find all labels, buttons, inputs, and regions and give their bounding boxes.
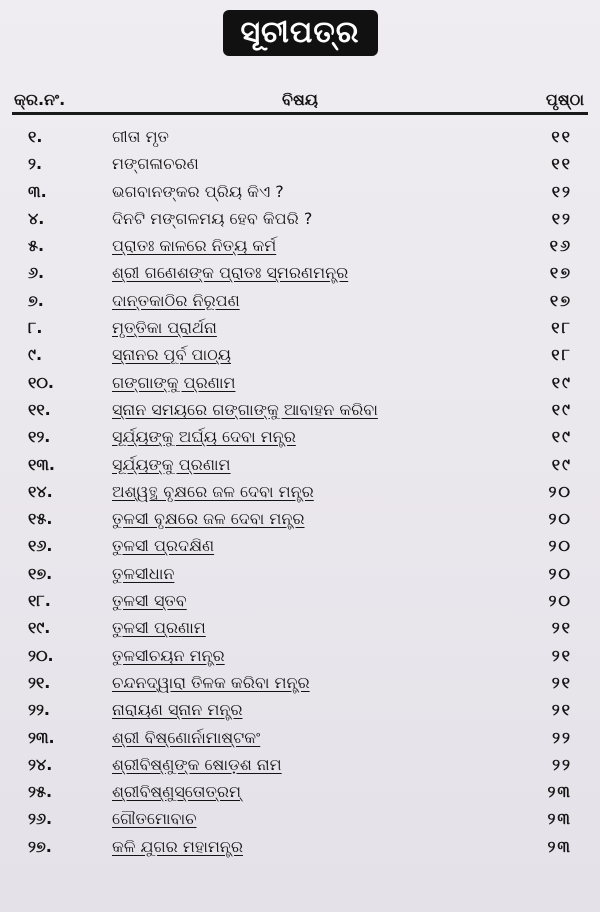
entry-subject: ସ୍ନାନ ସମୟରେ ଗଙ୍ଗାଙ୍କୁ ଆବାହନ କରିବା (112, 399, 378, 419)
list-item (0, 396, 600, 423)
list-item (0, 150, 600, 177)
entry-number: ୧୪. (28, 481, 53, 501)
entry-number: ୮. (28, 318, 43, 338)
entry-subject: ଭଗବାନଙ୍କର ପ୍ରିୟ କିଏ ? (112, 181, 284, 201)
entry-page: ୨୧ (551, 618, 572, 638)
entry-subject: ଗୀତା ମୃତ (112, 127, 169, 146)
entry-subject: ମୃତ୍ତିକା ପ୍ରାର୍ଥନା (112, 318, 217, 338)
list-item (0, 505, 600, 532)
entry-subject: ଦିନଟି ମଙ୍ଗଳମୟ ହେବ କିପରି ? (112, 208, 313, 228)
list-item (0, 805, 600, 832)
entry-subject: ଗଙ୍ଗାଙ୍କୁ ପ୍ରଣାମ (112, 372, 236, 392)
list-item (0, 560, 600, 587)
entry-subject: ତୁଳସୀଚୟନ ମନ୍ତ୍ର (112, 645, 225, 665)
entry-page: ୧୯ (551, 454, 572, 474)
entry-subject: ତୁଳସୀ ବୃକ୍ଷରେ ଜଳ ଦେବା ମନ୍ତ୍ର (112, 509, 305, 529)
entry-subject: ଗୌତମୋବାଚ (112, 809, 197, 829)
list-item (0, 587, 600, 614)
list-item (0, 614, 600, 641)
header-number: କ୍ର.ନଂ. (14, 90, 66, 109)
entry-page: ୧୧ (551, 127, 572, 146)
entry-page: ୨୦ (548, 536, 572, 556)
entry-page: ୨୩ (547, 836, 572, 856)
entry-page: ୧୭ (549, 290, 572, 310)
table-header (10, 84, 590, 114)
entry-number: ୯. (28, 345, 43, 365)
entry-number: ୨୨. (28, 700, 51, 720)
entry-number: ୧୭. (28, 563, 53, 583)
entry-subject: କଳି ଯୁଗର ମହାମନ୍ତ୍ର (112, 836, 243, 856)
entry-number: ୧୨. (28, 427, 51, 447)
list-item (0, 205, 600, 232)
entry-number: ୨୫. (28, 782, 53, 802)
entry-page: ୨୩ (547, 782, 572, 802)
list-item (0, 369, 600, 396)
entry-number: ୧୧. (28, 399, 51, 419)
entry-subject: ସୂର୍ଯ୍ୟଙ୍କୁ ଅର୍ଘ୍ୟ ଦେବା ମନ୍ତ୍ର (112, 427, 296, 447)
header-divider (12, 112, 588, 115)
entry-page: ୨୨ (552, 754, 572, 774)
entry-page: ୧୯ (551, 399, 572, 419)
entry-number: ୨୧. (28, 672, 51, 692)
entry-number: ୫. (28, 236, 45, 256)
page-title: ସୂଚୀପତ୍ର (223, 10, 378, 56)
entry-number: ୨୪. (28, 754, 53, 774)
list-item (0, 642, 600, 669)
entry-subject: ମଙ୍ଗଳାଚରଣ (112, 154, 199, 174)
entry-number: ୧. (28, 127, 43, 146)
entry-page: ୨୧ (551, 645, 572, 665)
entry-number: ୧୮. (28, 591, 51, 611)
entry-page: ୧୮ (551, 318, 572, 338)
entry-page: ୧୯ (551, 427, 572, 447)
list-item (0, 669, 600, 696)
list-item (0, 696, 600, 723)
list-item (0, 778, 600, 805)
entry-number: ୧୩. (28, 454, 55, 474)
entry-subject: ଶ୍ରୀବିଷ୍ଣୁସ୍ତୋତ୍ରମ୍ (112, 782, 242, 802)
entry-subject: ଶ୍ରୀ ଗଣେଶଙ୍କ ପ୍ରାତଃ ସ୍ମରଣମନ୍ତ୍ର (112, 263, 349, 283)
entry-subject: ତୁଳସୀ ପ୍ରଣାମ (112, 618, 206, 638)
entry-number: ୬. (28, 263, 45, 283)
entry-number: ୭. (28, 290, 44, 310)
list-item (0, 451, 600, 478)
header-page: ପୃଷ୍ଠା (545, 90, 584, 109)
list-item (0, 532, 600, 559)
entry-number: ୧୬. (28, 536, 53, 556)
entry-number: ୪. (28, 208, 45, 228)
entry-subject: ସ୍ନାନର ପୂର୍ବ ପାଠ୍ୟ (112, 345, 231, 365)
entry-subject: ନାରାୟଣ ସ୍ନାନ ମନ୍ତ୍ର (112, 700, 243, 720)
entry-number: ୨. (28, 154, 43, 174)
entry-number: ୨୬. (28, 809, 53, 829)
entry-page: ୧୯ (551, 372, 572, 392)
entry-page: ୧୧ (551, 154, 572, 174)
entry-subject: ଶ୍ରୀ ବିଷ୍ଣୋର୍ନାମାଷ୍ଟକଂ (112, 727, 261, 747)
list-item (0, 123, 600, 150)
entry-subject: ତୁଳସୀଧାନ (112, 563, 175, 583)
entry-page: ୧୭ (549, 263, 572, 283)
list-item (0, 724, 600, 751)
entry-subject: ସୂର୍ଯ୍ୟଙ୍କୁ ପ୍ରଣାମ (112, 454, 231, 474)
list-item (0, 232, 600, 259)
entry-subject: ଦାନ୍ତକାଠିର ନିରୂପଣ (112, 290, 240, 310)
title-banner (0, 10, 600, 56)
entry-page: ୨୦ (548, 591, 572, 611)
entry-number: ୧୦. (28, 372, 54, 392)
entry-number: ୧୯. (28, 618, 51, 638)
list-item (0, 478, 600, 505)
list-item (0, 423, 600, 450)
list-item (0, 314, 600, 341)
entry-number: ୨୦. (28, 645, 54, 665)
entry-page: ୨୦ (548, 481, 572, 501)
entry-page: ୧୮ (551, 345, 572, 365)
entry-page: ୨୧ (551, 672, 572, 692)
entry-subject: ଚନ୍ଦନଦ୍ୱାରା ତିଳକ କରିବା ମନ୍ତ୍ର (112, 672, 310, 692)
contents-list (0, 123, 600, 860)
entry-page: ୨୩ (547, 809, 572, 829)
entry-page: ୨୧ (551, 700, 572, 720)
entry-page: ୧୬ (549, 236, 572, 256)
entry-subject: ପ୍ରାତଃ କାଳରେ ନିତ୍ୟ କର୍ମ (112, 236, 277, 256)
header-subject: ବିଷୟ (282, 90, 318, 109)
entry-number: ୨୭. (28, 836, 52, 856)
list-item (0, 287, 600, 314)
entry-page: ୨୨ (552, 727, 572, 747)
list-item (0, 833, 600, 860)
entry-page: ୨୦ (548, 509, 572, 529)
entry-subject: ଅଶ୍ୱତ୍ଥ ବୃକ୍ଷରେ ଜଳ ଦେବା ମନ୍ତ୍ର (112, 481, 314, 501)
list-item (0, 341, 600, 368)
entry-number: ୧୫. (28, 509, 53, 529)
entry-subject: ଶ୍ରୀବିଷ୍ଣୁଙ୍କ ଷୋଡ଼ଶ ନାମ (112, 754, 282, 774)
list-item (0, 751, 600, 778)
list-item (0, 259, 600, 286)
entry-subject: ତୁଳସୀ ପ୍ରଦକ୍ଷିଣ (112, 536, 215, 556)
list-item (0, 178, 600, 205)
entry-number: ୩. (28, 181, 47, 201)
entry-subject: ତୁଳସୀ ସ୍ତବ (112, 591, 187, 611)
entry-number: ୨୩. (28, 727, 55, 747)
entry-page: ୧୨ (551, 208, 572, 228)
entry-page: ୨୦ (548, 563, 572, 583)
entry-page: ୧୨ (551, 181, 572, 201)
